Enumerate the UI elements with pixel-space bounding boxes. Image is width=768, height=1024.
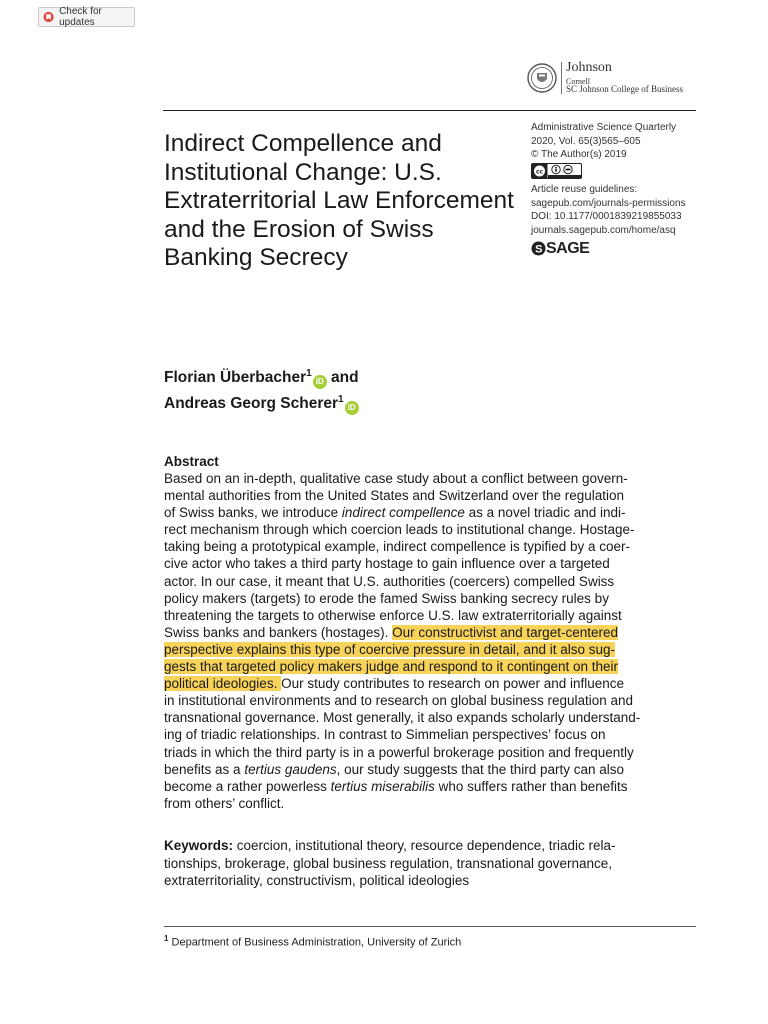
highlighted-text: perspective explains this type of coercive pressure in detail, and it also sug- <box>164 641 615 657</box>
abstract-text: benefits as a <box>164 761 245 777</box>
author-1 <box>164 363 359 389</box>
abstract-text: who suffers rather than benefits <box>434 778 628 794</box>
abstract-line <box>164 624 704 641</box>
footnote-text: Department of Business Administration, University of Zurich <box>168 936 462 949</box>
footnote-rule <box>164 926 696 927</box>
abstract-text: , our study suggests that the third party can also <box>336 761 625 777</box>
reuse-label: Article reuse guidelines: <box>531 184 638 195</box>
svg-text:S: S <box>535 243 542 256</box>
institution-logo <box>527 60 707 100</box>
author-affiliation-sup: 1 <box>306 368 312 379</box>
abstract-line: threatening the targets to otherwise enforce U.S. law extraterritorially against <box>164 607 622 623</box>
abstract-line: ing of triadic relationships. In contrast to Simmelian perspectives’ focus on <box>164 727 606 743</box>
abstract-line: in institutional environments and to research on global business regulation and <box>164 693 634 709</box>
author-affiliation-sup: 1 <box>338 394 344 406</box>
abstract-line: transnational governance. Most generally, it also expands scholarly understand- <box>164 710 641 726</box>
abstract-heading: Abstract <box>164 454 219 469</box>
abstract-text: of Swiss banks, we introduce <box>164 505 342 521</box>
abstract-line <box>164 504 704 521</box>
institution-name: Johnson <box>566 60 612 75</box>
affiliation-footnote <box>164 934 461 949</box>
highlighted-text: gests that targeted policy makers judge and respond to it contingent on their <box>164 659 619 675</box>
footnote-marker: 1 <box>164 934 169 943</box>
doi[interactable]: DOI: 10.1177/0001839219855033 <box>531 211 682 222</box>
abstract-line: triads in which the third party is in a powerful brokerage position and frequently <box>164 744 634 760</box>
keywords <box>164 837 704 890</box>
journal-home-link[interactable]: journals.sagepub.com/home/asq <box>531 224 676 236</box>
abstract-italic-term: tertius miserabilis <box>330 778 435 794</box>
sage-logo <box>531 241 731 256</box>
abstract-line <box>164 641 704 658</box>
check-for-updates-button[interactable] <box>38 7 135 27</box>
article-title: Indirect Compellence and Institutional Change: U.S. Extraterritorial Law Enforcement and the Erosion of Swiss Banking Secrecy <box>164 130 514 272</box>
abstract-italic-term: indirect compellence <box>341 505 465 521</box>
highlighted-text: Our constructivist and target-centered <box>392 624 618 640</box>
reuse-link[interactable]: sagepub.com/journals-permissions <box>531 197 686 209</box>
institution-line1: Cornell <box>566 77 590 86</box>
highlighted-text: political ideologies. <box>164 676 282 692</box>
abstract-line: from others’ conflict. <box>164 795 285 811</box>
abstract-text: as a novel triadic and indi- <box>464 505 626 521</box>
abstract-line: actor. In our case, it meant that U.S. authorities (coercers) compelled Swiss <box>164 573 615 589</box>
orcid-icon[interactable]: iD <box>345 401 359 415</box>
cc-license-icon[interactable] <box>531 163 582 179</box>
abstract-body <box>164 470 704 812</box>
copyright: © The Author(s) 2019 <box>531 149 627 160</box>
keywords-line: tionships, brokerage, global business regulation, transnational governance, <box>164 855 613 871</box>
abstract-line: taking being a prototypical example, indirect compellence is typified by a coer- <box>164 539 630 555</box>
keywords-line <box>164 837 704 855</box>
abstract-line <box>164 675 704 692</box>
sage-circle-icon <box>531 241 546 256</box>
abstract-line: policy makers (targets) to erode the famed Swiss banking secrecy rules by <box>164 590 609 606</box>
author-conjunction: and <box>326 369 359 387</box>
check-updates-label: Check for updates <box>59 6 102 28</box>
abstract-line: cive actor who takes a third party hostage to gain influence over a targeted <box>164 556 610 572</box>
authors <box>164 363 359 415</box>
abstract-line: mental authorities from the United States and Switzerland over the regulation <box>164 488 625 504</box>
journal-info <box>531 121 731 256</box>
institution-line2: SC Johnson College of Business <box>566 84 684 94</box>
check-updates-icon <box>43 11 54 23</box>
cornell-seal-icon <box>527 63 557 93</box>
abstract-line <box>164 658 704 675</box>
journal-volume: 2020, Vol. 65(3)565–605 <box>531 135 641 147</box>
abstract-italic-term: tertius gaudens <box>244 761 337 777</box>
orcid-icon[interactable]: iD <box>313 375 327 389</box>
author-2 <box>164 389 359 415</box>
svg-text:cc: cc <box>535 167 544 175</box>
abstract-line: rect mechanism through which coercion leads to institutional change. Hostage- <box>164 522 635 538</box>
author-name[interactable]: Andreas Georg Scherer <box>164 395 339 413</box>
abstract-text: Swiss banks and bankers (hostages). <box>164 624 393 640</box>
journal-name: Administrative Science Quarterly <box>531 122 677 133</box>
author-name[interactable]: Florian Überbacher <box>164 369 307 387</box>
abstract-text: become a rather powerless <box>164 778 331 794</box>
sage-logo-text: SAGE <box>546 239 590 257</box>
abstract-line: Based on an in-depth, qualitative case study about a conflict between govern- <box>164 471 628 486</box>
header-rule <box>163 110 696 111</box>
keywords-text: coercion, institutional theory, resource dependence, triadic rela- <box>233 838 616 853</box>
keywords-line: extraterritoriality, constructivism, political ideologies <box>164 873 470 888</box>
abstract-text: Our study contributes to research on power and influence <box>281 676 625 692</box>
keywords-label: Keywords: <box>164 838 234 853</box>
abstract-line <box>164 761 704 778</box>
abstract-line <box>164 778 704 795</box>
